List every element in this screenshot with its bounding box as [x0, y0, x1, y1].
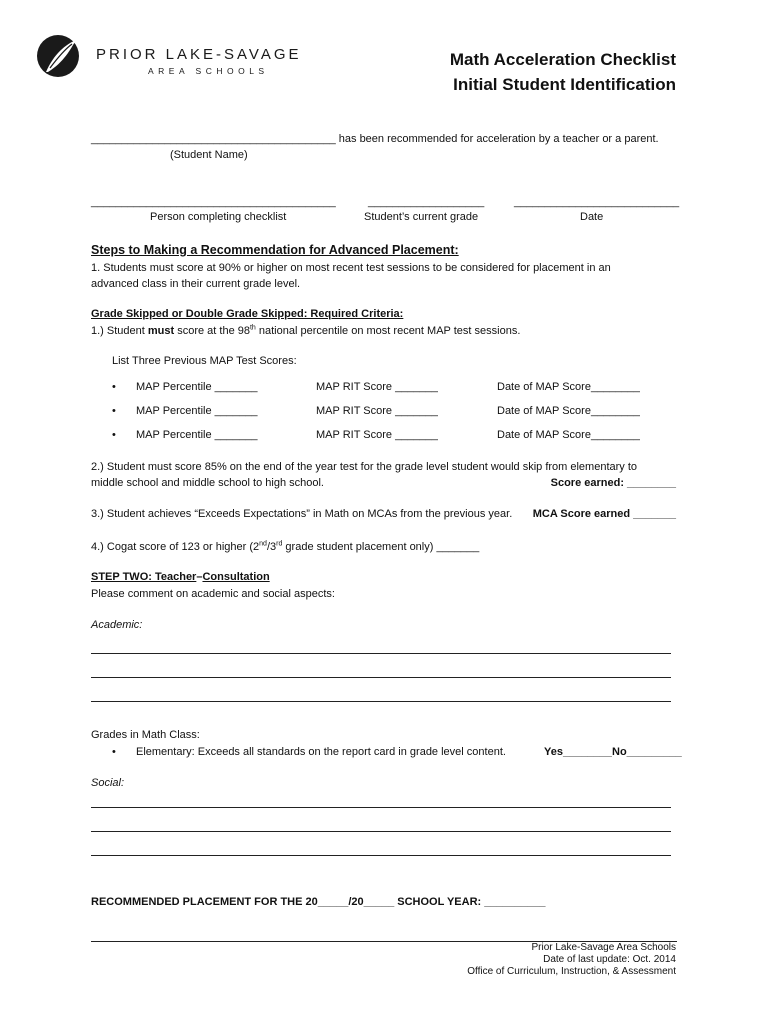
feather-leaf-icon: [36, 32, 84, 80]
steps-heading: Steps to Making a Recommendation for Advanced Placement:: [91, 243, 459, 257]
date-caption: Date: [580, 211, 604, 223]
criterion-1: 1.) Student must score at the 98th national percentile on most recent MAP test sessions.: [91, 324, 521, 337]
academic-line-1[interactable]: [91, 653, 671, 654]
academic-line-3[interactable]: [91, 701, 671, 702]
academic-label: Academic:: [91, 619, 143, 631]
social-label: Social:: [91, 777, 125, 789]
map-date-field[interactable]: Date of MAP Score________: [497, 381, 640, 393]
grades-label: Grades in Math Class:: [91, 729, 200, 741]
map-date-field[interactable]: Date of MAP Score________: [497, 405, 640, 417]
map-rit-field[interactable]: MAP RIT Score _______: [316, 405, 438, 417]
mca-score-field[interactable]: MCA Score earned _______: [532, 508, 676, 520]
page-title-line2: Initial Student Identification: [453, 75, 676, 94]
social-line-2[interactable]: [91, 831, 671, 832]
criterion-2-line1: 2.) Student must score 85% on the end of the year test for the grade level student would skip from elementary to: [91, 461, 638, 473]
footer-line1: Prior Lake-Savage Area Schools: [531, 942, 676, 953]
student-name-blank[interactable]: ________________________________________: [91, 133, 336, 145]
map-percentile-field[interactable]: MAP Percentile _______: [136, 405, 258, 417]
map-percentile-field[interactable]: MAP Percentile _______: [136, 429, 258, 441]
map-date-field[interactable]: Date of MAP Score________: [497, 429, 640, 441]
logo-line1: PRIOR LAKE-SAVAGE: [96, 46, 302, 63]
person-blank[interactable]: ________________________________________: [91, 196, 336, 208]
bullet-icon: •: [112, 429, 116, 441]
date-blank[interactable]: ___________________________: [514, 196, 680, 208]
person-caption: Person completing checklist: [150, 211, 287, 223]
district-logo: [36, 32, 302, 80]
steps-item1-line2: advanced class in their current grade level.: [91, 278, 301, 290]
no-field[interactable]: No_________: [612, 746, 682, 758]
criterion-2-line2: middle school and middle school to high school.: [91, 477, 324, 489]
score-earned-field[interactable]: Score earned: ________: [550, 477, 676, 489]
steps-item1-line1: 1. Students must score at 90% or higher on most recent test sessions to be considered for placement in an: [91, 262, 611, 274]
step-two-heading: STEP TWO: Teacher–Consultation: [91, 571, 270, 583]
student-name-caption: (Student Name): [170, 149, 248, 161]
map-rit-field[interactable]: MAP RIT Score _______: [316, 429, 438, 441]
social-line-3[interactable]: [91, 855, 671, 856]
footer-line2: Date of last update: Oct. 2014: [543, 954, 676, 965]
grade-blank[interactable]: ___________________: [368, 196, 485, 208]
yes-field[interactable]: Yes________: [544, 746, 612, 758]
intro-text: has been recommended for acceleration by a teacher or a parent.: [335, 133, 659, 145]
comment-prompt: Please comment on academic and social aspects:: [91, 588, 335, 600]
footer-line3: Office of Curriculum, Instruction, & Assessment: [467, 966, 676, 977]
bullet-icon: •: [112, 405, 116, 417]
bullet-icon: •: [112, 746, 116, 758]
map-list-label: List Three Previous MAP Test Scores:: [112, 355, 297, 367]
grade-skip-heading: Grade Skipped or Double Grade Skipped: Required Criteria:: [91, 308, 404, 320]
recommended-placement[interactable]: RECOMMENDED PLACEMENT FOR THE 20_____/20_____ SCHOOL YEAR: __________: [91, 896, 546, 908]
social-line-1[interactable]: [91, 807, 671, 808]
criterion-3: 3.) Student achieves “Exceeds Expectations” in Math on MCAs from the previous year.: [91, 508, 513, 520]
map-percentile-field[interactable]: MAP Percentile _______: [136, 381, 258, 393]
map-rit-field[interactable]: MAP RIT Score _______: [316, 381, 438, 393]
elementary-criterion: Elementary: Exceeds all standards on the report card in grade level content.: [136, 746, 506, 758]
bullet-icon: •: [112, 381, 116, 393]
logo-line2: AREA SCHOOLS: [148, 66, 269, 76]
criterion-4[interactable]: 4.) Cogat score of 123 or higher (2nd/3rd grade student placement only) _______: [91, 540, 480, 553]
page-title-line1: Math Acceleration Checklist: [449, 50, 676, 69]
grade-caption: Student’s current grade: [364, 211, 479, 223]
intro-line: [91, 133, 659, 145]
academic-line-2[interactable]: [91, 677, 671, 678]
